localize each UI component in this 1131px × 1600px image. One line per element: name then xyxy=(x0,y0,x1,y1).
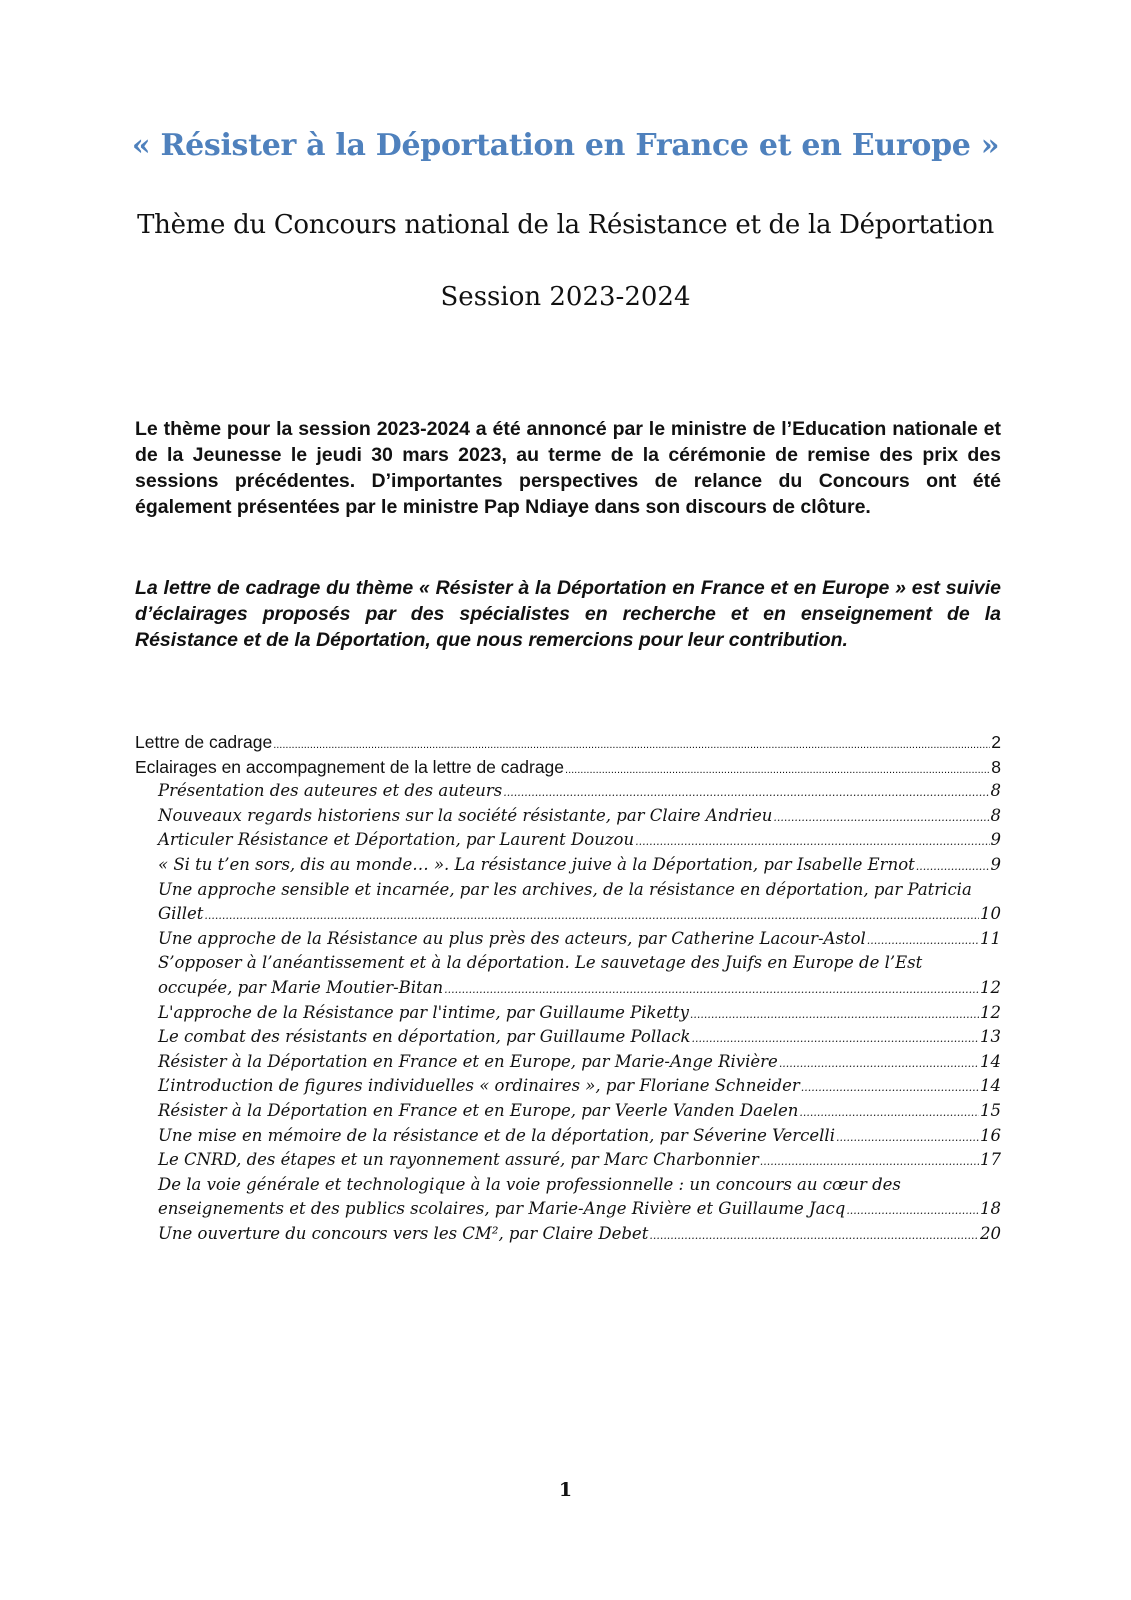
toc-entry-title: S’opposer à l’anéantissement et à la déportation. Le sauvetage des Juifs en Europe de l’Est xyxy=(158,953,923,973)
toc-entry-page: 12 xyxy=(980,1002,1001,1022)
toc-leader xyxy=(801,1074,979,1099)
toc-leader xyxy=(836,1124,979,1149)
toc-entry-page: 8 xyxy=(990,805,1001,825)
toc-entry[interactable] xyxy=(135,1148,1001,1173)
toc-entry-title: L'approche de la Résistance par l'intime, par Guillaume Piketty xyxy=(158,1002,689,1022)
table-of-contents xyxy=(135,730,1001,1246)
toc-entry[interactable] xyxy=(135,1173,1001,1198)
toc-entry[interactable] xyxy=(135,779,1001,804)
toc-entry[interactable] xyxy=(135,1099,1001,1124)
toc-leader xyxy=(565,755,990,780)
toc-entry-page: 8 xyxy=(991,756,1001,777)
toc-entry-title: Une mise en mémoire de la résistance et de la déportation, par Séverine Vercelli xyxy=(158,1125,835,1145)
toc-entry[interactable] xyxy=(135,828,1001,853)
toc-entry[interactable] xyxy=(135,1025,1001,1050)
toc-entry[interactable] xyxy=(135,730,1001,755)
intro-italic-paragraph: La lettre de cadrage du thème « Résister à la Déportation en France et en Europe » est suivie d’éclairages proposés par des spécialistes en recherche et en enseignement de la Résistance et de la Déportation, que nous remercions pour leur contribution. xyxy=(135,577,1001,651)
toc-entry-continuation[interactable] xyxy=(135,976,1001,1001)
toc-entry-title: Une ouverture du concours vers les CM², par Claire Debet xyxy=(158,1223,649,1243)
document-title: « Résister à la Déportation en France et en Europe » xyxy=(131,128,1000,163)
toc-entry[interactable] xyxy=(135,1124,1001,1149)
toc-entry-page: 15 xyxy=(980,1100,1001,1120)
toc-entry-title: Présentation des auteures et des auteurs xyxy=(158,781,503,801)
intro-paragraph: Le thème pour la session 2023-2024 a été annoncé par le ministre de l’Education nationale et de la Jeunesse le jeudi 30 mars 2023, au terme de la cérémonie de remise des prix des sessions précédentes. D’importantes perspectives de relance du Concours ont été également présentées par le ministre Pap Ndiaye dans son discours de clôture. xyxy=(135,418,1001,518)
toc-entry-page: 9 xyxy=(990,854,1001,874)
toc-leader xyxy=(867,927,979,952)
toc-entry[interactable] xyxy=(135,951,1001,976)
toc-entry-page: 11 xyxy=(980,928,1001,948)
toc-entry-page: 8 xyxy=(990,781,1001,801)
toc-entry-title: Le combat des résistants en déportation, par Guillaume Pollack xyxy=(158,1027,691,1047)
toc-leader xyxy=(773,804,989,829)
toc-entry[interactable] xyxy=(135,755,1001,780)
toc-entry-title: L’introduction de figures individuelles « ordinaires », par Floriane Schneider xyxy=(158,1076,800,1096)
toc-leader xyxy=(691,1025,979,1050)
toc-entry-page: 12 xyxy=(980,977,1001,997)
toc-entry-title: Eclairages en accompagnement de la lettre de cadrage xyxy=(135,756,565,777)
toc-entry[interactable] xyxy=(135,1222,1001,1247)
toc-entry-title: enseignements et des publics scolaires, par Marie-Ange Rivière et Guillaume Jacq xyxy=(158,1199,846,1219)
toc-entry-page: 20 xyxy=(980,1223,1001,1243)
toc-leader xyxy=(444,976,979,1001)
toc-entry-title: occupée, par Marie Moutier-Bitan xyxy=(158,977,444,997)
toc-leader xyxy=(846,1197,979,1222)
toc-leader xyxy=(649,1222,979,1247)
toc-leader xyxy=(760,1148,979,1173)
toc-leader xyxy=(779,1050,979,1075)
toc-entry-title: Le CNRD, des étapes et un rayonnement assuré, par Marc Charbonnier xyxy=(158,1150,759,1170)
toc-entry-title: Résister à la Déportation en France et en Europe, par Veerle Vanden Daelen xyxy=(158,1100,799,1120)
toc-entry-title: Résister à la Déportation en France et en Europe, par Marie-Ange Rivière xyxy=(158,1051,778,1071)
toc-leader xyxy=(799,1099,979,1124)
toc-entry-title: « Si tu t’en sors, dis au monde… ». La résistance juive à la Déportation, par Isabelle Ernot xyxy=(158,854,915,874)
toc-entry-page: 13 xyxy=(980,1027,1001,1047)
document-subtitle: Thème du Concours national de la Résistance et de la Déportation xyxy=(137,210,994,240)
page-number: 1 xyxy=(558,1479,573,1501)
toc-entry-title: Une approche de la Résistance au plus près des acteurs, par Catherine Lacour-Astol xyxy=(158,928,866,948)
toc-entry-title: Lettre de cadrage xyxy=(135,732,273,752)
toc-entry-continuation[interactable] xyxy=(135,1197,1001,1222)
toc-entry-title: Nouveaux regards historiens sur la société résistante, par Claire Andrieu xyxy=(158,805,773,825)
toc-entry-title: Une approche sensible et incarnée, par les archives, de la résistance en déportation, par Patricia xyxy=(158,879,972,899)
toc-leader xyxy=(635,828,989,853)
toc-entry-page: 18 xyxy=(980,1199,1001,1219)
toc-entry-page: 17 xyxy=(980,1150,1001,1170)
toc-entry[interactable] xyxy=(135,1074,1001,1099)
toc-entry-page: 14 xyxy=(980,1051,1001,1071)
toc-entry-page: 14 xyxy=(980,1076,1001,1096)
toc-entry[interactable] xyxy=(135,878,1001,903)
toc-entry-title: De la voie générale et technologique à la voie professionnelle : un concours au cœur des xyxy=(158,1174,901,1194)
toc-entry-page: 9 xyxy=(990,830,1001,850)
toc-entry-page: 10 xyxy=(980,904,1001,924)
toc-entry-continuation[interactable] xyxy=(135,902,1001,927)
toc-entry[interactable] xyxy=(135,1050,1001,1075)
toc-leader xyxy=(690,1001,979,1026)
toc-leader xyxy=(273,730,990,755)
toc-entry[interactable] xyxy=(135,804,1001,829)
toc-entry-page: 16 xyxy=(980,1125,1001,1145)
toc-entry[interactable] xyxy=(135,1001,1001,1026)
toc-leader xyxy=(916,853,990,878)
toc-leader xyxy=(204,902,979,927)
toc-entry-title: Articuler Résistance et Déportation, par Laurent Douzou xyxy=(158,830,635,850)
toc-entry-title: Gillet xyxy=(158,904,204,924)
session-label: Session 2023-2024 xyxy=(440,282,691,312)
toc-entry[interactable] xyxy=(135,853,1001,878)
toc-entry[interactable] xyxy=(135,927,1001,952)
toc-leader xyxy=(503,779,989,804)
toc-entry-page: 2 xyxy=(991,732,1001,752)
